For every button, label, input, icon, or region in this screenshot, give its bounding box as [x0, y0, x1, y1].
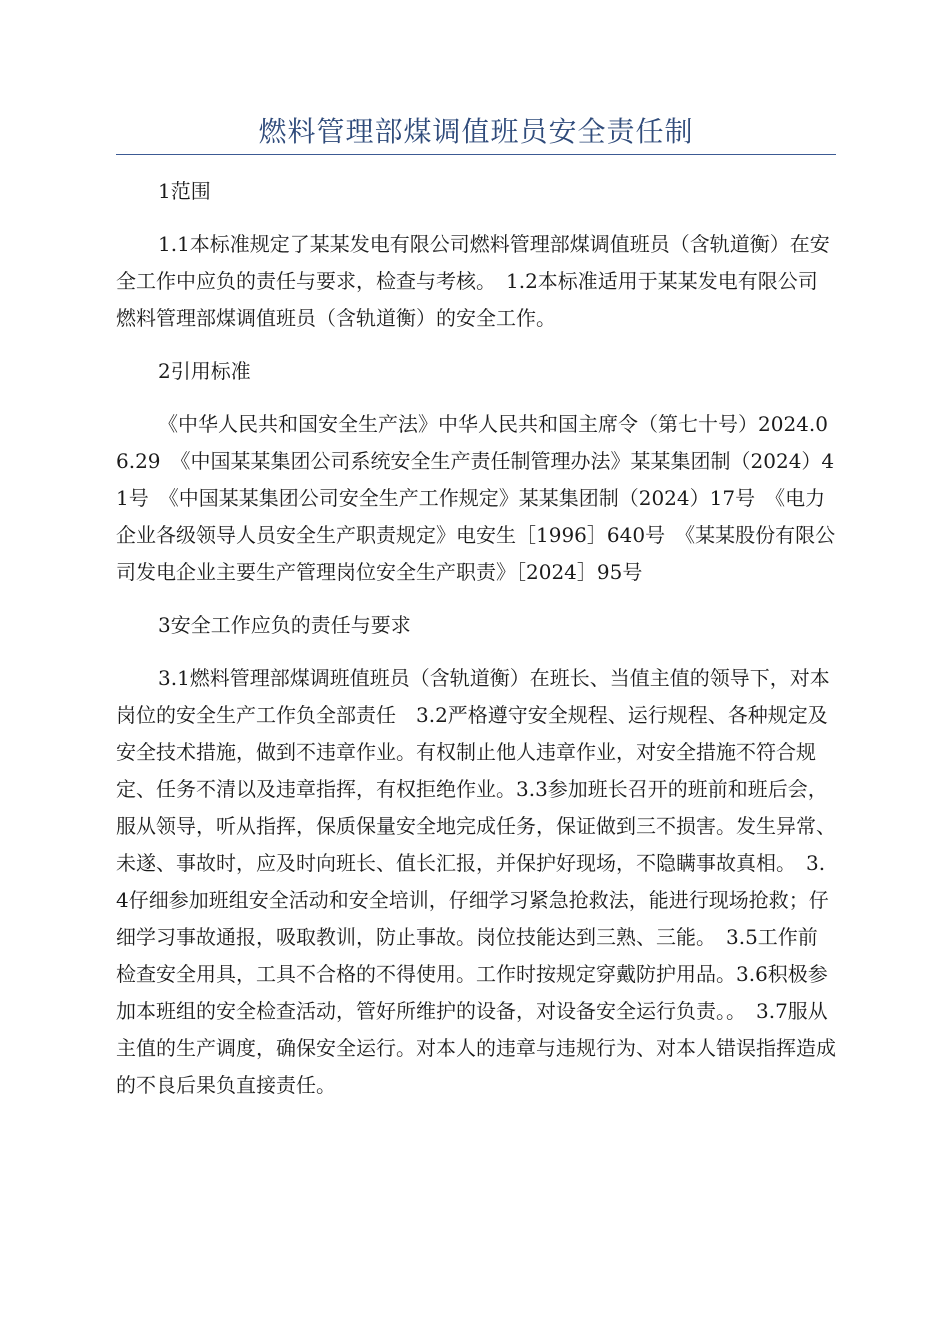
paragraph-references: 《中华人民共和国安全生产法》中华人民共和国主席令（第七十号）2024.06.29 《中国某某集团公司系统安全生产责任制管理办法》某某集团制（2024）41号 《中国某某集团公司安全生产工作规定》某某集团制（2024）17号 《电力企业各级领导人员安全生产职责规定》电安生［1996］640号 《某某股份有限公司发电企业主要生产管理岗位安全生产职责》［2024］95号	[116, 412, 836, 584]
document-title: 燃料管理部煤调值班员安全责任制	[116, 112, 836, 155]
section-heading-references: 2引用标准	[158, 359, 251, 383]
section-heading-scope: 1范围	[158, 179, 211, 203]
document-page	[116, 112, 836, 1120]
paragraph-responsibilities: 3.1燃料管理部煤调班值班员（含轨道衡）在班长、当值主值的领导下，对本岗位的安全生产工作负全部责任 3.2严格遵守安全规程、运行规程、各种规定及安全技术措施，做到不违章作业。有权制止他人违章作业，对安全措施不符合规定、任务不清以及违章指挥，有权拒绝作业。3.3参加班长召开的班前和班后会，服从领导，听从指挥，保质保量安全地完成任务，保证做到三不损害。发生异常、未遂、事故时，应及时向班长、值长汇报，并保护好现场，不隐瞒事故真相。 3.4仔细参加班组安全活动和安全培训，仔细学习紧急抢救法，能进行现场抢救；仔细学习事故通报，吸取教训，防止事故。岗位技能达到三熟、三能。 3.5工作前检查安全用具，工具不合格的不得使用。工作时按规定穿戴防护用品。3.6积极参加本班组的安全检查活动，管好所维护的设备，对设备安全运行负责。。 3.7服从主值的生产调度，确保安全运行。对本人的违章与违规行为、对本人错误指挥造成的不良后果负直接责任。	[116, 666, 836, 1097]
section-heading-responsibilities: 3安全工作应负的责任与要求	[158, 613, 411, 637]
paragraph-scope: 1.1本标准规定了某某发电有限公司燃料管理部煤调值班员（含轨道衡）在安全工作中应负的责任与要求，检查与考核。 1.2本标准适用于某某发电有限公司燃料管理部煤调值班员（含轨道衡）的安全工作。	[116, 232, 830, 330]
